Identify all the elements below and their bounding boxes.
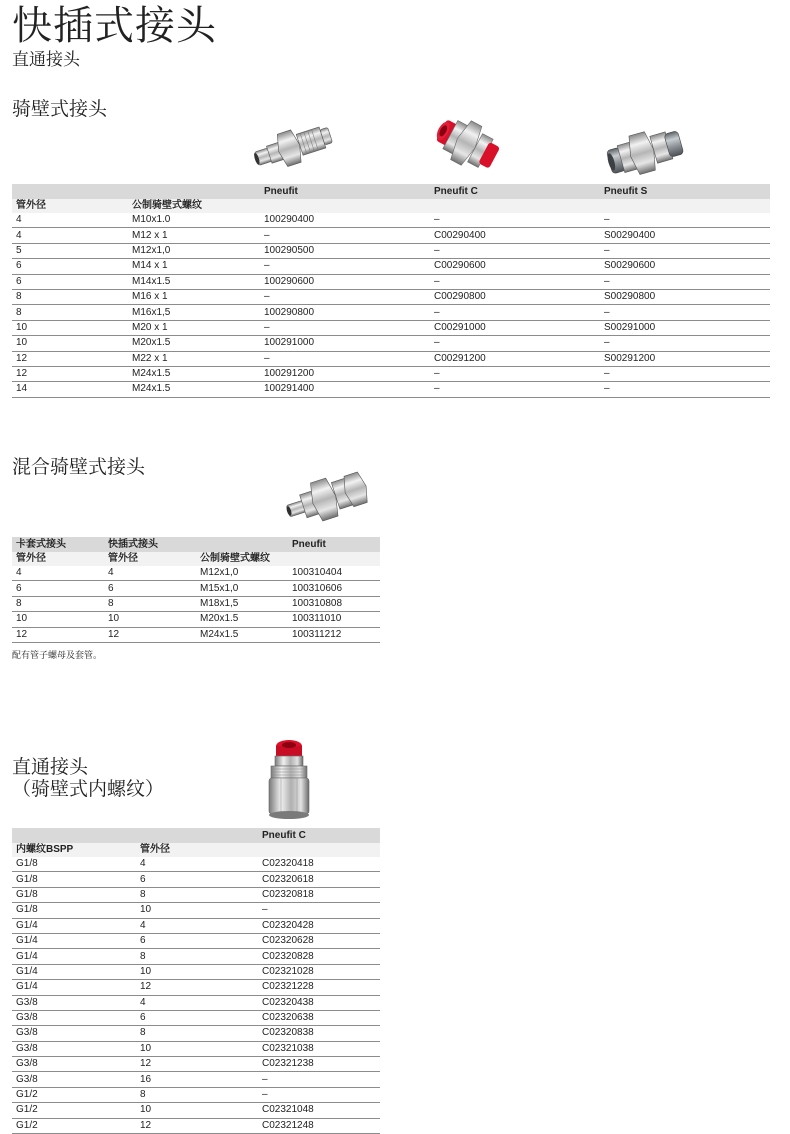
table-cell: C02321238: [258, 1057, 380, 1072]
section-title-bulkhead: 骑壁式接头: [12, 99, 108, 120]
table-body: [12, 213, 770, 397]
table-row: [12, 228, 770, 243]
table-cell: –: [260, 259, 430, 274]
table-cell: 10: [12, 320, 128, 335]
table-header-row: [12, 828, 380, 843]
table-cell: 12: [12, 366, 128, 381]
female-bulkhead-fitting-image: [266, 736, 312, 822]
subheader-cell-tube-od: 管外径: [136, 843, 258, 857]
female-bulkhead-fittings-table: [12, 828, 380, 1134]
table-cell: –: [430, 243, 600, 258]
mixed-bulkhead-fittings-table: [12, 537, 380, 643]
table-cell: C02320838: [258, 1026, 380, 1041]
table-cell: 100310808: [288, 596, 380, 611]
table-cell: G1/2: [12, 1087, 136, 1102]
table-cell: 100291400: [260, 382, 430, 397]
table-row: [12, 1010, 380, 1025]
table-row: [12, 1057, 380, 1072]
page-title: 快插式接头: [12, 4, 217, 48]
table-cell: M16x1,5: [128, 305, 260, 320]
table-row: [12, 289, 770, 304]
table-row: [12, 382, 770, 397]
table-body: [12, 566, 380, 642]
table-cell: C02320418: [258, 857, 380, 872]
bulkhead-fitting-pneufit-c-image: [424, 108, 504, 178]
subheader-cell: [258, 843, 380, 857]
table-cell: 8: [12, 289, 128, 304]
table-cell: G1/8: [12, 903, 136, 918]
header-cell: [128, 184, 260, 199]
table-cell: G1/4: [12, 933, 136, 948]
table-cell: C02320628: [258, 933, 380, 948]
table-cell: M14x1.5: [128, 274, 260, 289]
table-cell: 100290500: [260, 243, 430, 258]
table-cell: 100311212: [288, 627, 380, 642]
subheader-cell: [430, 199, 600, 213]
table-cell: C02321048: [258, 1103, 380, 1118]
table-cell: 12: [136, 980, 258, 995]
header-cell: [196, 537, 288, 552]
table-row: [12, 351, 770, 366]
table-cell: M12x1,0: [128, 243, 260, 258]
table-cell: 12: [12, 627, 104, 642]
subheader-cell-thread: 公制骑壁式螺纹: [128, 199, 260, 213]
table-row: [12, 995, 380, 1010]
table-cell: 8: [104, 596, 196, 611]
table-cell: –: [600, 382, 770, 397]
table-cell: M12x1,0: [196, 566, 288, 581]
table-cell: 100311010: [288, 612, 380, 627]
table-cell: 8: [136, 949, 258, 964]
table-cell: G1/4: [12, 949, 136, 964]
table-row: [12, 612, 380, 627]
table-cell: 5: [12, 243, 128, 258]
table-row: [12, 627, 380, 642]
table-cell: C02321228: [258, 980, 380, 995]
table-row: [12, 305, 770, 320]
table-cell: M24x1.5: [128, 382, 260, 397]
table-cell: –: [258, 903, 380, 918]
table-cell: C00290800: [430, 289, 600, 304]
table-cell: 100290400: [260, 213, 430, 228]
table-cell: 8: [12, 596, 104, 611]
table-cell: G3/8: [12, 1026, 136, 1041]
table-body: [12, 857, 380, 1134]
table-row: [12, 274, 770, 289]
table-cell: 10: [136, 964, 258, 979]
table-cell: G1/8: [12, 872, 136, 887]
table-row: [12, 980, 380, 995]
table-row: [12, 581, 380, 596]
table-row: [12, 1041, 380, 1056]
header-cell: [12, 184, 128, 199]
table-cell: 6: [136, 933, 258, 948]
table-row: [12, 933, 380, 948]
table-cell: 100290800: [260, 305, 430, 320]
table-cell: C02320818: [258, 887, 380, 902]
table-cell: C02321038: [258, 1041, 380, 1056]
subheader-cell-thread: 内螺纹BSPP: [12, 843, 136, 857]
mixed-bulkhead-fitting-image: [284, 468, 374, 528]
table-row: [12, 918, 380, 933]
table-cell: –: [260, 351, 430, 366]
table-cell: C02320438: [258, 995, 380, 1010]
header-cell-pneufit: Pneufit: [288, 537, 380, 552]
table-cell: S00291200: [600, 351, 770, 366]
table-cell: 12: [104, 627, 196, 642]
table-cell: C00291000: [430, 320, 600, 335]
subheader-cell-tube-od: 管外径: [12, 199, 128, 213]
table-row: [12, 964, 380, 979]
table-cell: C02320618: [258, 872, 380, 887]
table-cell: –: [600, 213, 770, 228]
table-row: [12, 213, 770, 228]
table-cell: C02321248: [258, 1118, 380, 1133]
header-cell-pneufit-c: Pneufit C: [258, 828, 380, 843]
table-cell: M14 x 1: [128, 259, 260, 274]
table-cell: S00291000: [600, 320, 770, 335]
table-cell: 10: [12, 336, 128, 351]
table-cell: 100310404: [288, 566, 380, 581]
table-subheader-row: [12, 199, 770, 213]
table-cell: 6: [136, 1010, 258, 1025]
table-cell: 6: [136, 872, 258, 887]
table-cell: –: [600, 274, 770, 289]
table-cell: 100291000: [260, 336, 430, 351]
table-cell: 12: [12, 351, 128, 366]
table-cell: S00290600: [600, 259, 770, 274]
table-row: [12, 259, 770, 274]
table-cell: M15x1,0: [196, 581, 288, 596]
table-cell: G3/8: [12, 1041, 136, 1056]
table-cell: G1/4: [12, 980, 136, 995]
table-cell: G1/2: [12, 1118, 136, 1133]
table-cell: C00291200: [430, 351, 600, 366]
table-cell: 16: [136, 1072, 258, 1087]
table-cell: 4: [12, 228, 128, 243]
table-cell: 10: [136, 1103, 258, 1118]
table-cell: M16 x 1: [128, 289, 260, 304]
subheader-cell-thread: 公制骑壁式螺纹: [196, 552, 288, 566]
table-cell: –: [430, 382, 600, 397]
table-cell: –: [600, 305, 770, 320]
page-subtitle: 直通接头: [12, 50, 80, 69]
table-cell: C02320828: [258, 949, 380, 964]
table-header-row: [12, 184, 770, 199]
header-cell-pneufit-c: Pneufit C: [430, 184, 600, 199]
bulkhead-fitting-pneufit-image: [250, 118, 336, 176]
table-cell: 100290600: [260, 274, 430, 289]
table-cell: –: [430, 336, 600, 351]
table-cell: –: [260, 320, 430, 335]
table-cell: –: [430, 274, 600, 289]
table-row: [12, 903, 380, 918]
table-cell: M22 x 1: [128, 351, 260, 366]
table-row: [12, 872, 380, 887]
table-cell: M24x1.5: [196, 627, 288, 642]
table-cell: 10: [12, 612, 104, 627]
subheader-cell-tube-od: 管外径: [104, 552, 196, 566]
subheader-cell: [600, 199, 770, 213]
table-row: [12, 1118, 380, 1133]
table-row: [12, 336, 770, 351]
table-cell: 6: [12, 259, 128, 274]
table-cell: 4: [12, 213, 128, 228]
table-cell: M18x1,5: [196, 596, 288, 611]
table-row: [12, 949, 380, 964]
table-cell: G3/8: [12, 995, 136, 1010]
table-row: [12, 566, 380, 581]
table-header-row: [12, 537, 380, 552]
table-cell: G1/4: [12, 918, 136, 933]
table-cell: S00290400: [600, 228, 770, 243]
table-cell: C00290400: [430, 228, 600, 243]
table-cell: M20 x 1: [128, 320, 260, 335]
table-cell: –: [260, 289, 430, 304]
table-cell: –: [430, 366, 600, 381]
table-cell: 12: [136, 1118, 258, 1133]
table-cell: –: [258, 1087, 380, 1102]
table-cell: M20x1.5: [128, 336, 260, 351]
table-cell: –: [430, 305, 600, 320]
table-cell: 4: [136, 857, 258, 872]
table-cell: 6: [104, 581, 196, 596]
table-row: [12, 1072, 380, 1087]
table-footnote: 配有管子螺母及套管。: [12, 650, 103, 660]
table-cell: 12: [136, 1057, 258, 1072]
table-cell: 8: [12, 305, 128, 320]
table-cell: G3/8: [12, 1010, 136, 1025]
table-cell: G1/2: [12, 1103, 136, 1118]
table-row: [12, 320, 770, 335]
header-cell-push-in: 快插式接头: [104, 537, 196, 552]
table-cell: C02321028: [258, 964, 380, 979]
table-cell: –: [600, 243, 770, 258]
table-cell: 8: [136, 1087, 258, 1102]
table-row: [12, 596, 380, 611]
table-cell: 10: [104, 612, 196, 627]
table-cell: 14: [12, 382, 128, 397]
table-row: [12, 1103, 380, 1118]
table-cell: 8: [136, 1026, 258, 1041]
table-cell: C02320428: [258, 918, 380, 933]
table-cell: –: [260, 228, 430, 243]
table-cell: C00290600: [430, 259, 600, 274]
table-cell: G1/4: [12, 964, 136, 979]
table-cell: 10: [136, 1041, 258, 1056]
table-cell: 100291200: [260, 366, 430, 381]
subheader-cell-tube-od: 管外径: [12, 552, 104, 566]
table-cell: –: [430, 213, 600, 228]
table-cell: 4: [104, 566, 196, 581]
section-title-mixed-bulkhead: 混合骑壁式接头: [12, 457, 146, 478]
table-row: [12, 243, 770, 258]
header-cell-pneufit: Pneufit: [260, 184, 430, 199]
table-cell: M12 x 1: [128, 228, 260, 243]
table-subheader-row: [12, 552, 380, 566]
table-cell: S00290800: [600, 289, 770, 304]
table-row: [12, 366, 770, 381]
table-cell: –: [258, 1072, 380, 1087]
table-cell: 8: [136, 887, 258, 902]
header-cell: [12, 828, 136, 843]
table-cell: G1/8: [12, 887, 136, 902]
table-cell: –: [600, 336, 770, 351]
table-cell: 100310606: [288, 581, 380, 596]
table-cell: 4: [12, 566, 104, 581]
table-cell: M20x1.5: [196, 612, 288, 627]
bulkhead-fittings-table: [12, 184, 770, 398]
header-cell-compression: 卡套式接头: [12, 537, 104, 552]
table-cell: 10: [136, 903, 258, 918]
table-cell: 6: [12, 581, 104, 596]
subheader-cell: [288, 552, 380, 566]
table-cell: C02320638: [258, 1010, 380, 1025]
table-subheader-row: [12, 843, 380, 857]
table-cell: 4: [136, 918, 258, 933]
table-cell: M10x1.0: [128, 213, 260, 228]
section-title-female-bulkhead-sub: （骑壁式内螺纹）: [12, 779, 165, 800]
table-cell: 6: [12, 274, 128, 289]
table-cell: G3/8: [12, 1057, 136, 1072]
table-cell: 4: [136, 995, 258, 1010]
table-row: [12, 1087, 380, 1102]
table-cell: M24x1.5: [128, 366, 260, 381]
table-row: [12, 1026, 380, 1041]
bulkhead-fitting-pneufit-s-image: [604, 124, 688, 180]
header-cell: [136, 828, 258, 843]
table-cell: –: [600, 366, 770, 381]
subheader-cell: [260, 199, 430, 213]
section-title-female-bulkhead: 直通接头: [12, 757, 89, 778]
table-row: [12, 857, 380, 872]
table-cell: G1/8: [12, 857, 136, 872]
table-row: [12, 887, 380, 902]
header-cell-pneufit-s: Pneufit S: [600, 184, 770, 199]
table-cell: G3/8: [12, 1072, 136, 1087]
